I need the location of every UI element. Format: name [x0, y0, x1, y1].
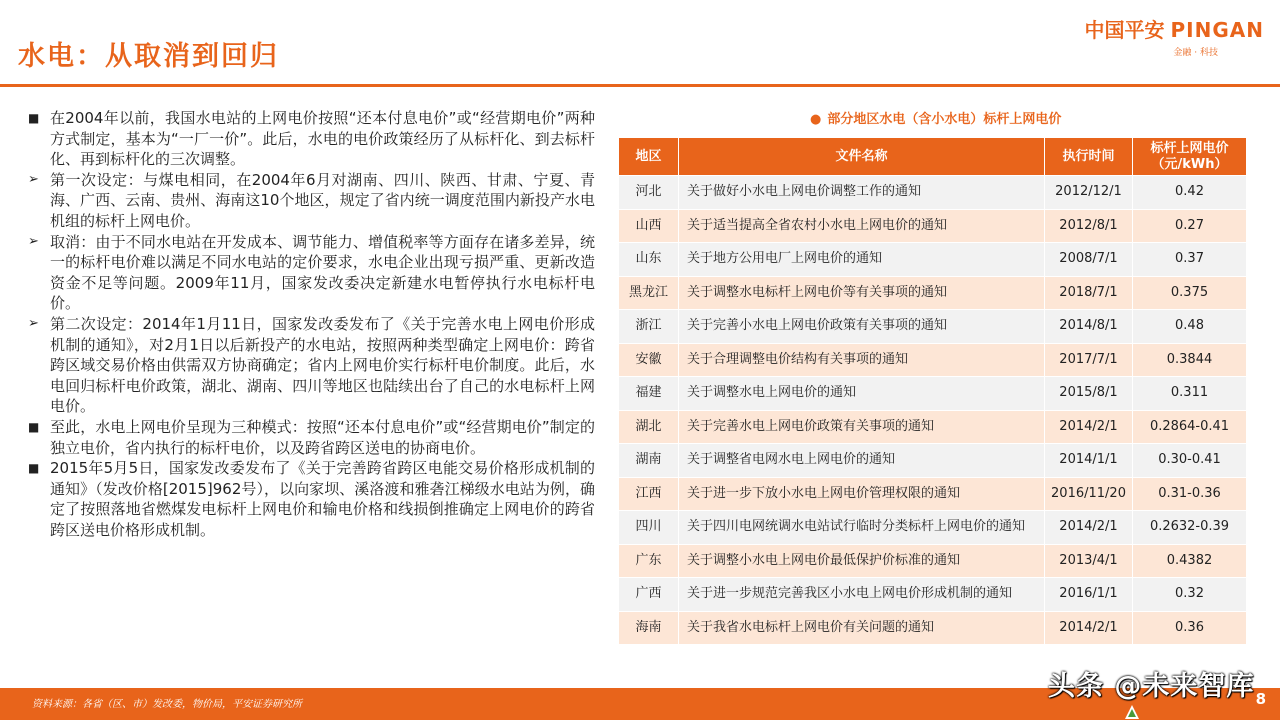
cell-price: 0.30-0.41	[1133, 444, 1247, 478]
cell-price: 0.48	[1133, 310, 1247, 344]
cell-date: 2008/7/1	[1045, 243, 1133, 277]
table-row	[619, 343, 1247, 377]
bullet-text: 至此，水电上网电价呈现为三种模式：按照“还本付息电价”或“经营期电价”制定的独立电价，省内执行的标杆电价，以及跨省跨区送电的协商电价。	[50, 417, 595, 457]
cell-region: 四川	[619, 511, 679, 545]
arrow-bullet-icon: ➢	[28, 171, 39, 187]
table-row	[619, 511, 1247, 545]
cell-date: 2017/7/1	[1045, 343, 1133, 377]
cell-price: 0.3844	[1133, 343, 1247, 377]
table-caption	[810, 108, 1061, 127]
price-table	[618, 137, 1247, 645]
bullet-text: 取消：由于不同水电站在开发成本、调节能力、增值税率等方面存在诸多差异，统一的标杆电价难以满足不同水电站的定价要求，水电企业出现亏损严重、更新改造资金不足等问题。2009年11月，国家发改委决定新建水电暂停执行水电标杆电价。	[50, 232, 595, 313]
table-body	[619, 176, 1247, 645]
bullet-item	[28, 232, 595, 314]
bullet-item	[28, 458, 595, 540]
bullet-text: 第一次设定：与煤电相同，在2004年6月对湖南、四川、陕西、甘肃、宁夏、青海、广西、云南、贵州、海南这10个地区，规定了省内统一调度范围内新投产水电机组的标杆上网电价。	[50, 170, 595, 230]
cell-region: 山西	[619, 209, 679, 243]
table-caption-text: 部分地区水电（含小水电）标杆上网电价	[827, 112, 1062, 127]
table-row	[619, 377, 1247, 411]
cell-date: 2014/8/1	[1045, 310, 1133, 344]
table-row	[619, 578, 1247, 612]
cell-price: 0.31-0.36	[1133, 477, 1247, 511]
table-row	[619, 410, 1247, 444]
bullet-text: 在2004年以前，我国水电站的上网电价按照“还本付息电价”或“经营期电价”两种方式制定，基本为“一厂一价”。此后，水电的电价政策经历了从标杆化、到去标杆化、再到标杆化的三次调整。	[50, 109, 595, 169]
table-row	[619, 477, 1247, 511]
cell-price: 0.4382	[1133, 544, 1247, 578]
page-number: 8	[1255, 690, 1266, 708]
title-divider	[0, 84, 1280, 87]
watermark: 头条 @未来智库	[1048, 671, 1255, 702]
cell-price: 0.2864-0.41	[1133, 410, 1247, 444]
table-row	[619, 544, 1247, 578]
cell-region: 湖南	[619, 444, 679, 478]
cell-region: 河北	[619, 176, 679, 210]
cell-price: 0.375	[1133, 276, 1247, 310]
bullet-text: 第二次设定：2014年1月11日，国家发改委发布了《关于完善水电上网电价形成机制的通知》，对2月1日以后新投产的水电站，按照两种类型确定上网电价：跨省跨区域交易价格由供需双方协商确定；省内上网电价实行标杆电价制度。此后，水电回归标杆电价政策，湖北、湖南、四川等地区也陆续出台了自己的水电标杆上网电价。	[50, 314, 595, 416]
bullet-text: 2015年5月5日，国家发改委发布了《关于完善跨省跨区电能交易价格形成机制的通知》（发改价格[2015]962号），以向家坝、溪洛渡和雅砻江梯级水电站为例，确定了按照落地省燃煤发电标杆上网电价和输电价格和线损倒推确定上网电价的跨省跨区送电价格形成机制。	[50, 459, 595, 539]
header-document: 文件名称	[679, 138, 1045, 176]
cell-document: 关于调整水电上网电价的通知	[679, 377, 1045, 411]
cell-document: 关于做好小水电上网电价调整工作的通知	[679, 176, 1045, 210]
cell-date: 2015/8/1	[1045, 377, 1133, 411]
logo-en-text: PINGAN	[1170, 18, 1264, 42]
table-row	[619, 276, 1247, 310]
cell-document: 关于完善小水电上网电价政策有关事项的通知	[679, 310, 1045, 344]
cell-region: 福建	[619, 377, 679, 411]
header-price-unit: （元/kWh）	[1151, 156, 1228, 172]
bullet-item	[28, 170, 595, 232]
cell-document: 关于地方公用电厂上网电价的通知	[679, 243, 1045, 277]
cell-document: 关于进一步规范完善我区小水电上网电价形成机制的通知	[679, 578, 1045, 612]
cell-price: 0.32	[1133, 578, 1247, 612]
page-title: 水电：从取消到回归	[18, 41, 279, 72]
cell-date: 2014/2/1	[1045, 511, 1133, 545]
cell-price: 0.311	[1133, 377, 1247, 411]
cell-region: 浙江	[619, 310, 679, 344]
cell-price: 0.42	[1133, 176, 1247, 210]
bullet-dot-icon: ●	[810, 112, 822, 127]
cell-document: 关于我省水电标杆上网电价有关问题的通知	[679, 611, 1045, 645]
square-bullet-icon: ■	[28, 461, 40, 476]
table-row	[619, 310, 1247, 344]
header-price	[1133, 138, 1247, 176]
pingan-logo	[1085, 14, 1264, 58]
cell-price: 0.27	[1133, 209, 1247, 243]
bullet-list	[28, 108, 595, 540]
cell-region: 广西	[619, 578, 679, 612]
header-effective-date: 执行时间	[1045, 138, 1133, 176]
bullet-item	[28, 417, 595, 458]
cell-date: 2012/12/1	[1045, 176, 1133, 210]
cell-price: 0.2632-0.39	[1133, 511, 1247, 545]
bullet-item	[28, 108, 595, 170]
cell-region: 黑龙江	[619, 276, 679, 310]
cell-document: 关于四川电网统调水电站试行临时分类标杆上网电价的通知	[679, 511, 1045, 545]
footer-source: 资料来源：各省（区、市）发改委，物价局，平安证券研究所	[32, 699, 302, 710]
cell-region: 安徽	[619, 343, 679, 377]
cell-document: 关于进一步下放小水电上网电价管理权限的通知	[679, 477, 1045, 511]
bullet-item	[28, 314, 595, 417]
cell-date: 2014/2/1	[1045, 410, 1133, 444]
square-bullet-icon: ■	[28, 419, 40, 434]
cell-document: 关于完善水电上网电价政策有关事项的通知	[679, 410, 1045, 444]
cell-region: 山东	[619, 243, 679, 277]
table-row	[619, 444, 1247, 478]
cell-region: 湖北	[619, 410, 679, 444]
tree-icon	[1124, 704, 1140, 720]
cell-document: 关于调整水电标杆上网电价等有关事项的通知	[679, 276, 1045, 310]
header-price-line1: 标杆上网电价	[1150, 140, 1229, 156]
cell-price: 0.36	[1133, 611, 1247, 645]
cell-region: 广东	[619, 544, 679, 578]
cell-date: 2016/1/1	[1045, 578, 1133, 612]
cell-date: 2016/11/20	[1045, 477, 1133, 511]
cell-date: 2012/8/1	[1045, 209, 1133, 243]
cell-document: 关于适当提高全省农村小水电上网电价的通知	[679, 209, 1045, 243]
cell-date: 2013/4/1	[1045, 544, 1133, 578]
table-row	[619, 176, 1247, 210]
table-row	[619, 611, 1247, 645]
logo-tagline: 金融 · 科技	[1173, 48, 1218, 58]
cell-region: 海南	[619, 611, 679, 645]
square-bullet-icon: ■	[28, 111, 40, 125]
logo-cn-text: 中国平安	[1084, 18, 1165, 42]
cell-date: 2014/2/1	[1045, 611, 1133, 645]
cell-date: 2018/7/1	[1045, 276, 1133, 310]
table-row	[619, 209, 1247, 243]
cell-region: 江西	[619, 477, 679, 511]
cell-price: 0.37	[1133, 243, 1247, 277]
arrow-bullet-icon: ➢	[28, 315, 39, 331]
cell-date: 2014/1/1	[1045, 444, 1133, 478]
cell-document: 关于调整省电网水电上网电价的通知	[679, 444, 1045, 478]
table-header-row	[619, 138, 1247, 176]
arrow-bullet-icon: ➢	[28, 233, 39, 249]
header-region: 地区	[619, 138, 679, 176]
table-row	[619, 243, 1247, 277]
cell-document: 关于合理调整电价结构有关事项的通知	[679, 343, 1045, 377]
cell-document: 关于调整小水电上网电价最低保护价标准的通知	[679, 544, 1045, 578]
